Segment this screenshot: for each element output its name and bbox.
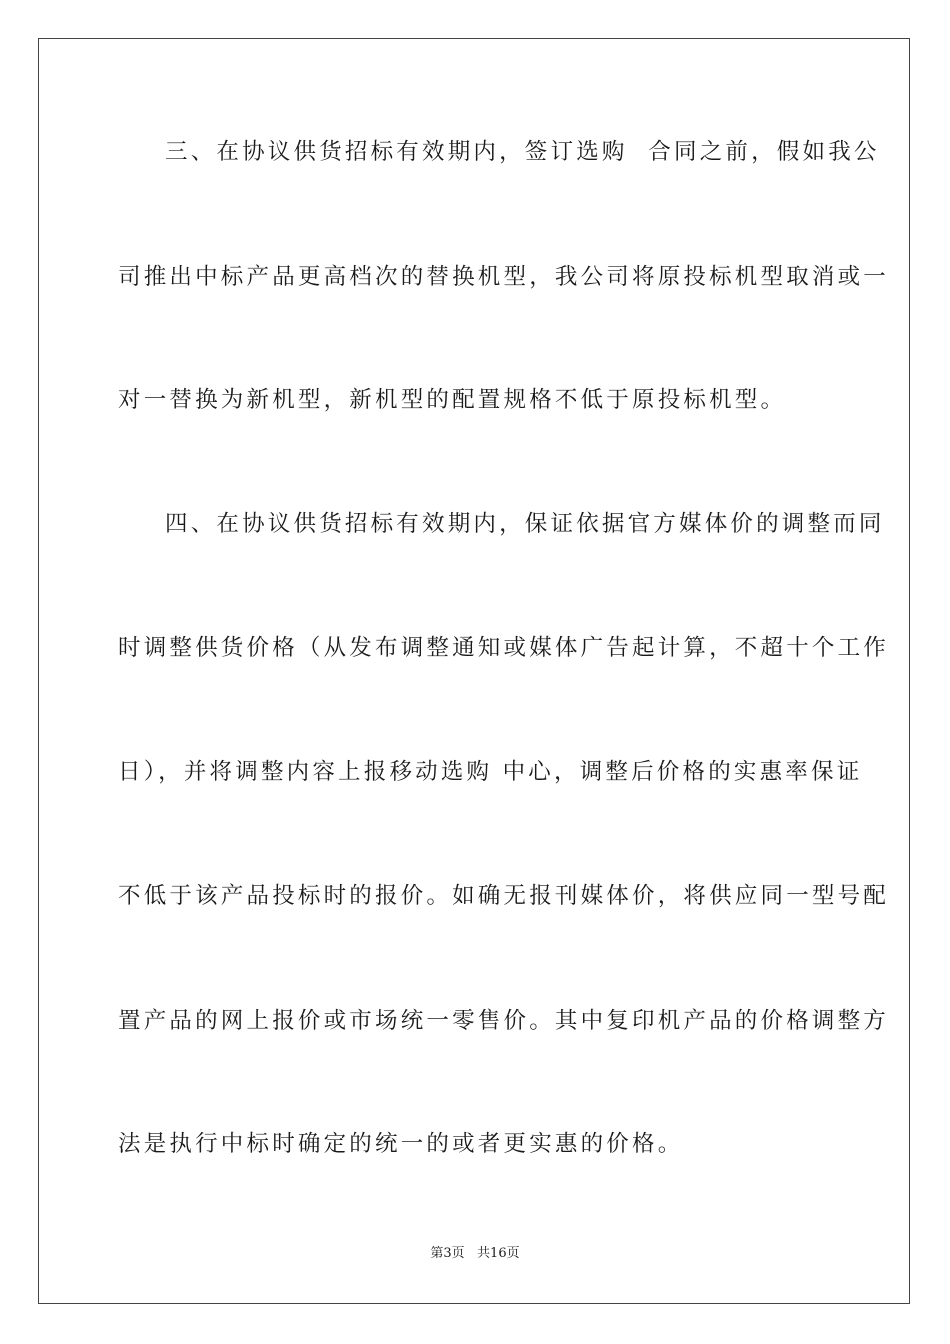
paragraph-3-line-3: 对一替换为新机型，新机型的配置规格不低于原投标机型。 (118, 387, 787, 413)
paragraph-4-line-5: 置产品的网上报价或市场统一零售价。其中复印机产品的价格调整方 (118, 1008, 890, 1034)
page-border (38, 38, 910, 1304)
paragraph-4-line-3: 日），并将调整内容上报移动选购 中心，调整后价格的实惠率保证 (118, 759, 863, 785)
paragraph-4-line-4: 不低于该产品投标时的报价。如确无报刊媒体价，将供应同一型号配 (118, 883, 890, 909)
paragraph-4-line-2: 时调整供货价格（从发布调整通知或媒体广告起计算，不超十个工作 (118, 635, 890, 661)
page-number-footer: 第3页 共16页 (430, 1246, 520, 1261)
paragraph-4-line-6: 法是执行中标时确定的统一的或者更实惠的价格。 (118, 1131, 684, 1157)
paragraph-3-line-2: 司推出中标产品更高档次的替换机型，我公司将原投标机型取消或一 (118, 264, 890, 290)
paragraph-4-line-1: 四、在协议供货招标有效期内，保证依据官方媒体价的调整而同 (165, 511, 885, 537)
paragraph-3-line-1: 三、在协议供货招标有效期内，签订选购 合同之前，假如我公 (165, 139, 880, 165)
